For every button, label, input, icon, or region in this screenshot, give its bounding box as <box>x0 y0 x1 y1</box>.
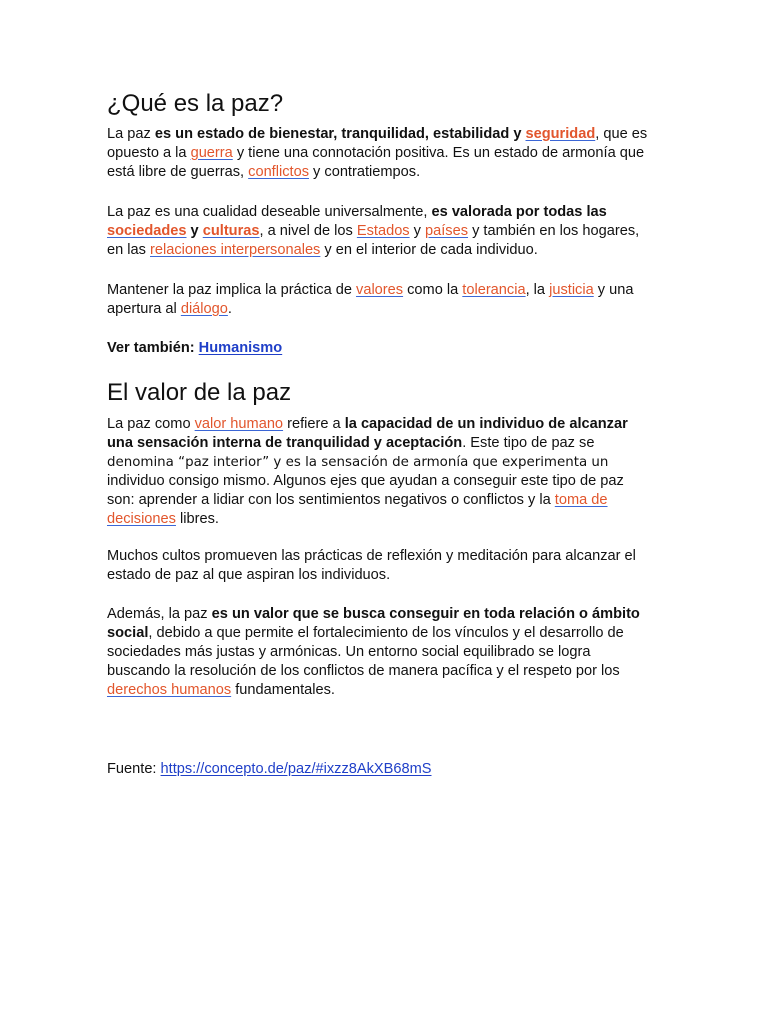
body-text: individuo consigo mismo. Algunos ejes que ayudan a conseguir este tipo de paz son: aprender a lidiar con los sentimientos negativos o conflictos y la <box>107 473 624 508</box>
body-text: como la <box>403 282 463 298</box>
body-text: Muchos cultos promueven las prácticas de reflexión y meditación para alcanzar el estado de paz al que aspiran los individuos. <box>107 548 636 583</box>
link-toma-de-decisiones[interactable]: toma de decisiones <box>107 492 608 527</box>
link-valor-humano[interactable]: valor humano <box>194 416 284 432</box>
body-text: Mantener la paz implica la práctica de <box>107 282 357 298</box>
body-text: . Este tipo de paz se <box>462 435 595 451</box>
paragraph-valor-humano <box>107 415 652 529</box>
link-humanismo[interactable]: Humanismo <box>198 340 283 356</box>
body-text: Además, la paz <box>107 606 212 622</box>
body-text: y también en los hogares, en las <box>107 223 640 258</box>
body-text: , a nivel de los <box>259 223 357 239</box>
body-text: . <box>227 301 232 317</box>
body-text: La paz es una cualidad deseable universalmente, <box>107 204 432 220</box>
link-conflictos[interactable]: conflictos <box>248 164 309 180</box>
body-text: , que es opuesto a la <box>107 126 648 161</box>
paragraph-definicion <box>107 125 652 182</box>
body-text: denomina “paz interior” y es la sensación de armonía que experimenta un <box>107 455 609 470</box>
body-text: fundamentales. <box>231 682 335 698</box>
bold-text: Ver también: <box>107 340 199 356</box>
link-estados[interactable]: Estados <box>356 223 410 239</box>
body-text: y tiene una connotación positiva. Es un estado de armonía que está libre de guerras, <box>107 145 645 180</box>
paragraph-ver-tambien <box>107 339 652 358</box>
body-text: La paz como <box>107 416 195 432</box>
link-relaciones-interpersonales[interactable]: relaciones interpersonales <box>150 242 321 258</box>
link-https-concepto-de-paz-ixzz8akxb68ms[interactable]: https://concepto.de/paz/#ixzz8AkXB68mS <box>160 761 432 777</box>
link-culturas[interactable]: culturas <box>202 223 260 239</box>
body-text: refiere a <box>283 416 345 432</box>
heading-valor-de-la-paz: El valor de la paz <box>107 379 292 406</box>
link-justicia[interactable]: justicia <box>549 282 594 298</box>
body-text: y contratiempos. <box>309 164 421 180</box>
body-text: La paz <box>107 126 155 142</box>
paragraph-fuente <box>107 760 652 779</box>
body-text: , debido a que permite el fortalecimiento de los vínculos y el desarrollo de sociedades más justas y armónicas. Un entorno social equilibrado se logra buscando la resolución de los conflictos de manera pacífica y el respeto por los <box>107 625 624 679</box>
bold-text: es un estado de bienestar, tranquilidad, estabilidad y <box>154 126 526 142</box>
body-text: Fuente: <box>107 761 161 777</box>
link-países[interactable]: países <box>425 223 469 239</box>
bold-text: y <box>186 223 203 239</box>
link-seguridad[interactable]: seguridad <box>525 126 596 142</box>
link-guerra[interactable]: guerra <box>190 145 233 161</box>
link-sociedades[interactable]: sociedades <box>107 223 187 239</box>
link-derechos-humanos[interactable]: derechos humanos <box>107 682 232 698</box>
body-text: y <box>409 223 426 239</box>
paragraph-cultos <box>107 547 652 585</box>
bold-text: la capacidad de un individuo de alcanzar una sensación interna de tranquilidad y aceptación <box>107 416 628 451</box>
body-text: y una apertura al <box>107 282 634 317</box>
link-diálogo[interactable]: diálogo <box>180 301 228 317</box>
paragraph-ademas <box>107 605 652 700</box>
bold-text: es un valor que se busca conseguir en toda relación o ámbito social <box>107 606 640 641</box>
body-text: y en el interior de cada individuo. <box>320 242 538 258</box>
body-text: , la <box>525 282 550 298</box>
bold-text: es valorada por todas las <box>431 204 607 220</box>
heading-que-es-la-paz: ¿Qué es la paz? <box>107 90 284 117</box>
link-tolerancia[interactable]: tolerancia <box>462 282 526 298</box>
paragraph-cualidad <box>107 203 652 260</box>
paragraph-mantener <box>107 281 652 319</box>
link-valores[interactable]: valores <box>356 282 404 298</box>
body-text: libres. <box>175 511 219 527</box>
